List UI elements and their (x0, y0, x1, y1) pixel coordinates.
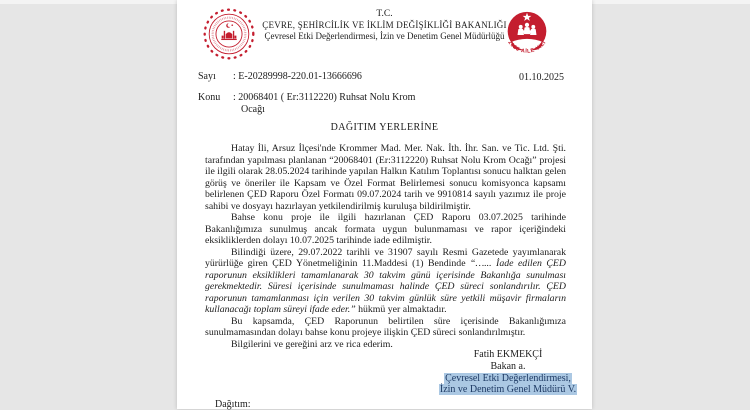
signer-title-line2 (419, 384, 597, 396)
letterhead-ministry: ÇEVRE, ŞEHİRCİLİK VE İKLİM DEĞİŞİKLİĞİ BAKANLIĞI (262, 20, 507, 30)
selected-text: Çevresel Etki Değerlendirmesi, (445, 372, 571, 384)
letterhead-directorate: Çevresel Etki Değerlendirmesi, İzin ve Denetim Genel Müdürlüğü (264, 31, 505, 41)
signer-title-line1 (419, 373, 597, 385)
paragraph-4: Bu kapsamda, ÇED Raporunun belirtilen süre içerisinde Bakanlığımıza sunulmamasından dolayı bahse konu projeye ilişkin ÇED süreci sonlandırılmıştır. (205, 315, 566, 338)
signer-on-behalf: Bakan a. (490, 360, 526, 372)
sayi-row (198, 71, 415, 83)
konu-value-line2: Ocağı (241, 104, 265, 115)
paragraph-2: Bahse konu proje ile ilgili hazırlanan ÇED Raporu 03.07.2025 tarihinde Bakanlığımıza sunulmuş ancak formata uygun bulunmaması ve rapor içeriğindeki eksikliklerden dolayı 10.07.2025 tarihinde iade edilmiştir. (205, 212, 566, 246)
letter-body (205, 143, 566, 350)
konu-value (233, 92, 415, 116)
selected-text: İzin ve Denetim Genel Müdürü V. (439, 384, 577, 396)
signer-name: Fatih EKMEKÇİ (473, 349, 543, 360)
document-page (177, 0, 592, 409)
konu-label: Konu (198, 92, 221, 103)
paragraph-3-prefix: Bilindiği üzere, 29.07.2022 tarihli ve 31907 sayılı Resmi Gazetede yayımlanarak yürürlüğe giren ÇED Yönetmeliğinin 11.Maddesi (1) Bendinde (205, 246, 566, 269)
document-date: 01.10.2025 (519, 72, 564, 83)
paragraph-3-regulation-quote: “…... İade edilen ÇED raporunun eksiklikleri tamamlanarak 30 takvim günü içerisinde Bakanlığa sunulması gerekmektedir. Süresi içerisinde sunulmaması halinde ÇED süreci sonlandırılır. ÇED raporunun tamamlanması için verilen 30 takvim günlük süre yetkili müşavir firmaların kullanacağı toplam süreyi ifade eder.” (205, 258, 566, 315)
distribution-label: Dağıtım: (215, 399, 251, 410)
signature-block (419, 349, 597, 396)
sayi-label: Sayı (198, 71, 216, 82)
paragraph-3-suffix: hükmü yer almaktadır. (355, 304, 447, 315)
closing-sentence: Bilgilerini ve gereğini arz ve rica ederim. (231, 338, 393, 350)
family-year-curved-label: 2025 AİLE YILI (506, 39, 548, 55)
sayi-value: : E-20289998-220.01-13666696 (233, 71, 362, 82)
paragraph-1: Hatay İli, Arsuz İlçesi'nde Krommer Mad. Mer. Nak. İth. İhr. San. ve Tic. Ltd. Şti. tarafından yapılması planlanan “20068401 (Er:3112220) Ruhsat Nolu Krom Ocağı” projesi ile ilgili olarak 28.05.2024 tarihinde yapılan Halkın Katılım Toplantısı sonucu halktan gelen görüş ve öneriler ile Kapsam ve Özel Format Belirlemesi sonucu komisyonca kapsamı belirlenen ÇED Raporu Özel Formatı 09.07.2024 tarih ve 9910814 sayılı yazımız ile proje sahibi ve dosyayı hazırlayan yetkilendirilmiş kuruluşa bildirilmiştir. (205, 143, 566, 212)
konu-value-line1: : 20068401 ( Er:3112220) Ruhsat Nolu Krom (233, 92, 416, 103)
paragraph-3 (205, 247, 566, 316)
konu-row (198, 92, 415, 116)
letterhead-tc: T.C. (376, 9, 393, 19)
recipient-title: DAĞITIM YERLERİNE (330, 122, 439, 133)
document-meta (198, 71, 415, 116)
letterhead (239, 9, 530, 42)
